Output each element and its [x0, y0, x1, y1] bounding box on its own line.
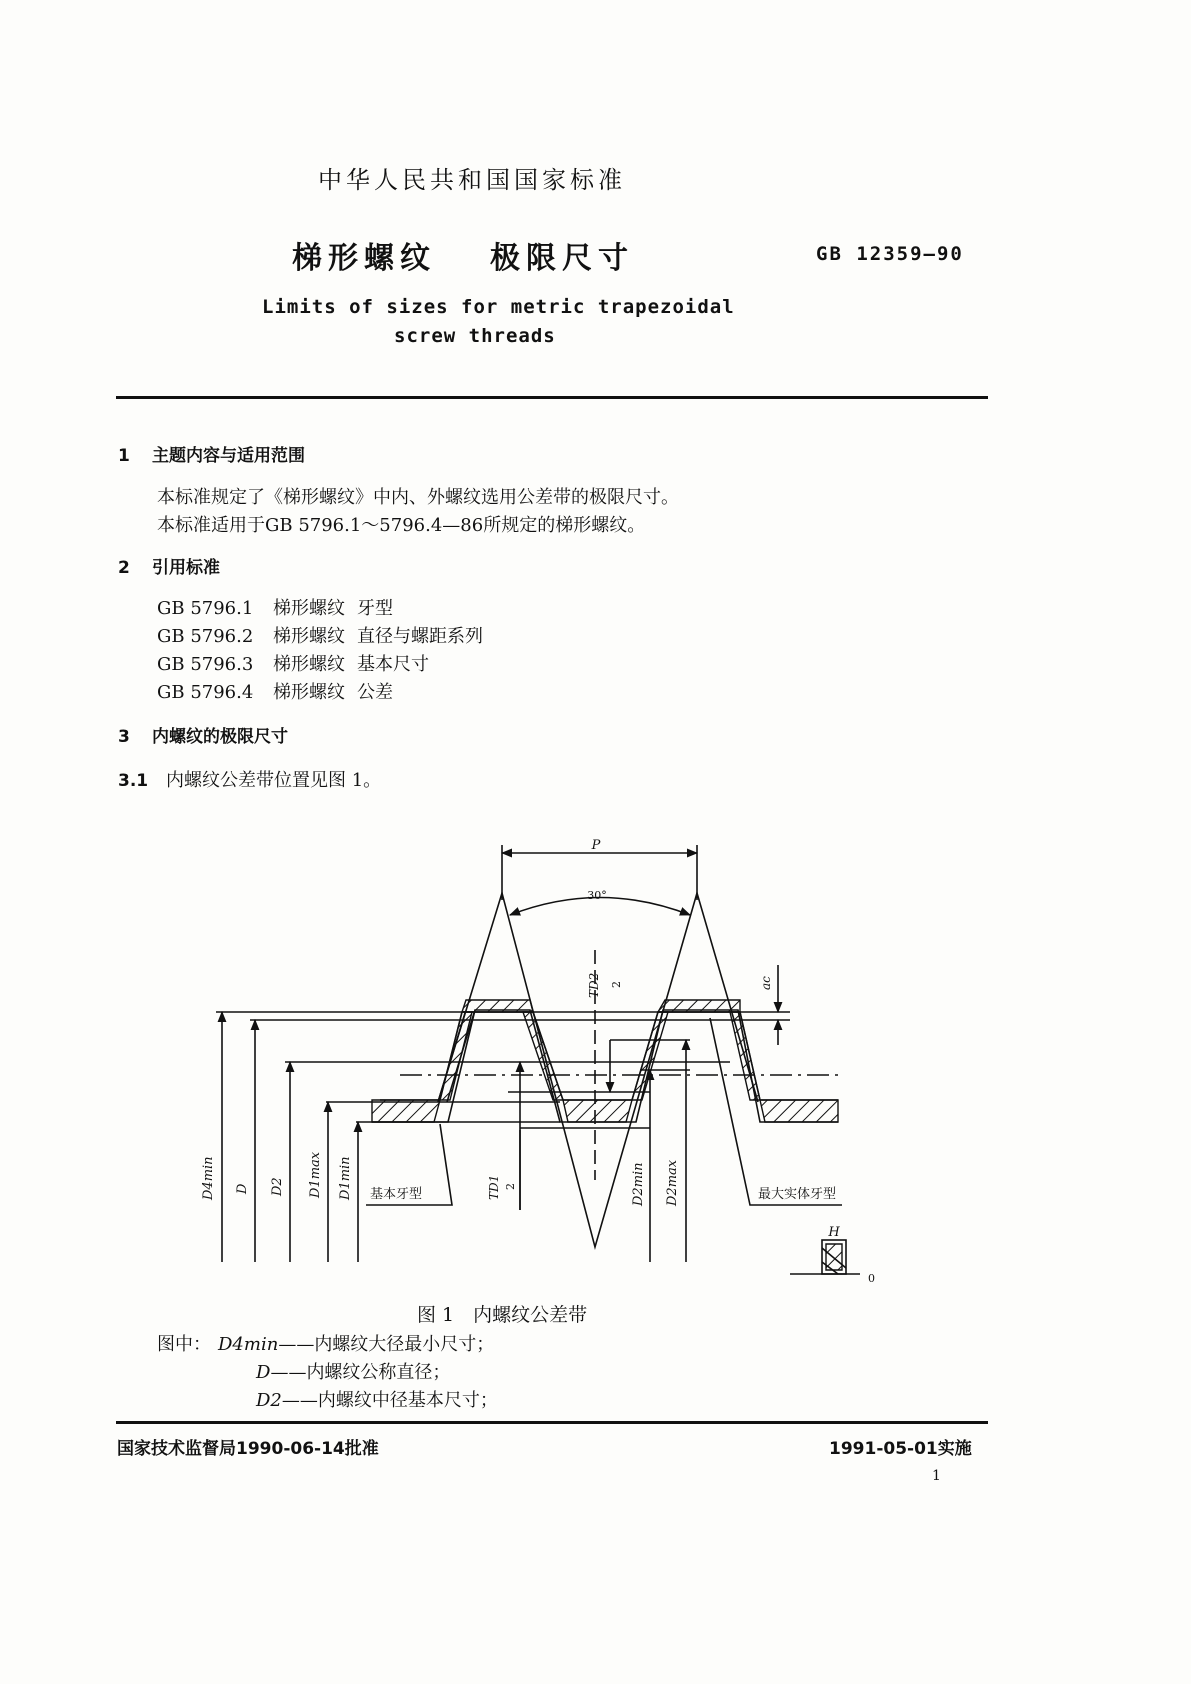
section-1-number: 1 — [118, 446, 130, 466]
label-d: D — [235, 1183, 250, 1194]
label-d1max: D1max — [308, 1151, 323, 1198]
label-h: H — [828, 1225, 840, 1240]
section-2-title: 引用标准 — [152, 558, 220, 578]
label-d4min: D4min — [201, 1156, 216, 1200]
legend-text: 内螺纹中径基本尺寸； — [317, 1390, 498, 1411]
reference-name: 梯形螺纹 — [273, 654, 345, 675]
label-pitch: P — [591, 838, 601, 853]
legend-symbol: D2 — [256, 1390, 282, 1411]
section-2-number: 2 — [118, 558, 130, 578]
reference-code: GB 5796.1 — [157, 598, 254, 619]
figure-caption: 图 1 内螺纹公差带 — [417, 1304, 588, 1326]
legend-dash: —— — [278, 1334, 315, 1355]
label-ac: ac — [759, 976, 773, 990]
label-d1min: D1min — [338, 1156, 353, 1200]
label-d2: D2 — [270, 1177, 285, 1196]
reference-part: 牙型 — [357, 598, 393, 619]
subsection-3-1-number: 3.1 — [118, 771, 149, 791]
legend-item — [256, 1386, 498, 1412]
national-standard-heading: 中华人民共和国国家标准 — [318, 166, 626, 194]
section-3-number: 3 — [118, 727, 130, 747]
reference-name: 梯形螺纹 — [273, 598, 345, 619]
legend-item — [256, 1358, 450, 1384]
reference-code: GB 5796.2 — [157, 626, 254, 647]
legend-dash: —— — [270, 1362, 307, 1383]
page-number: 1 — [932, 1468, 941, 1484]
title-cn-part1: 梯形螺纹 — [292, 241, 436, 276]
label-zero: 0 — [868, 1272, 875, 1285]
reference-part: 公差 — [357, 682, 393, 703]
footer-rule — [116, 1421, 988, 1424]
reference-part: 直径与螺距系列 — [357, 626, 483, 647]
section-3-title: 内螺纹的极限尺寸 — [152, 727, 288, 747]
section-1-title: 主题内容与适用范围 — [152, 446, 305, 466]
label-d2max: D2max — [665, 1159, 680, 1206]
subsection-3-1-text: 内螺纹公差带位置见图 1。 — [166, 770, 382, 791]
label-d2min: D2min — [631, 1162, 646, 1206]
label-td2-half: 2 — [610, 981, 623, 988]
legend-intro: 图中： — [157, 1334, 211, 1355]
label-basic-profile: 基本牙型 — [370, 1187, 423, 1202]
reference-code: GB 5796.4 — [157, 682, 254, 703]
legend-symbol: D — [256, 1362, 271, 1383]
implementation-date: 1991-05-01实施 — [829, 1439, 972, 1459]
section-1-paragraph-1: 本标准规定了《梯形螺纹》中内、外螺纹选用公差带的极限尺寸。 — [157, 487, 679, 508]
legend-text: 内螺纹大径最小尺寸； — [314, 1334, 495, 1355]
reference-name: 梯形螺纹 — [273, 682, 345, 703]
approval-date: 国家技术监督局1990-06-14批准 — [117, 1439, 379, 1459]
legend-dash: —— — [281, 1390, 318, 1411]
label-td1: TD1 — [487, 1174, 501, 1200]
section-1-paragraph-2: 本标准适用于GB 5796.1～5796.4—86所规定的梯形螺纹。 — [157, 515, 646, 536]
label-angle: 30° — [587, 889, 607, 902]
reference-name: 梯形螺纹 — [273, 626, 345, 647]
reference-code: GB 5796.3 — [157, 654, 254, 675]
legend-item — [218, 1330, 494, 1356]
title-cn-part2: 极限尺寸 — [490, 241, 634, 276]
legend-symbol: D4min — [218, 1334, 279, 1355]
standard-number: GB 12359—90 — [816, 243, 964, 265]
label-td1-half: 2 — [504, 1183, 517, 1190]
label-td2: TD2 — [587, 972, 601, 998]
title-en-line1: Limits of sizes for metric trapezoidal — [262, 296, 735, 318]
reference-part: 基本尺寸 — [357, 654, 429, 675]
title-en-line2: screw threads — [394, 325, 556, 347]
label-max-material-profile: 最大实体牙型 — [758, 1187, 837, 1202]
legend-text: 内螺纹公称直径； — [306, 1362, 451, 1383]
